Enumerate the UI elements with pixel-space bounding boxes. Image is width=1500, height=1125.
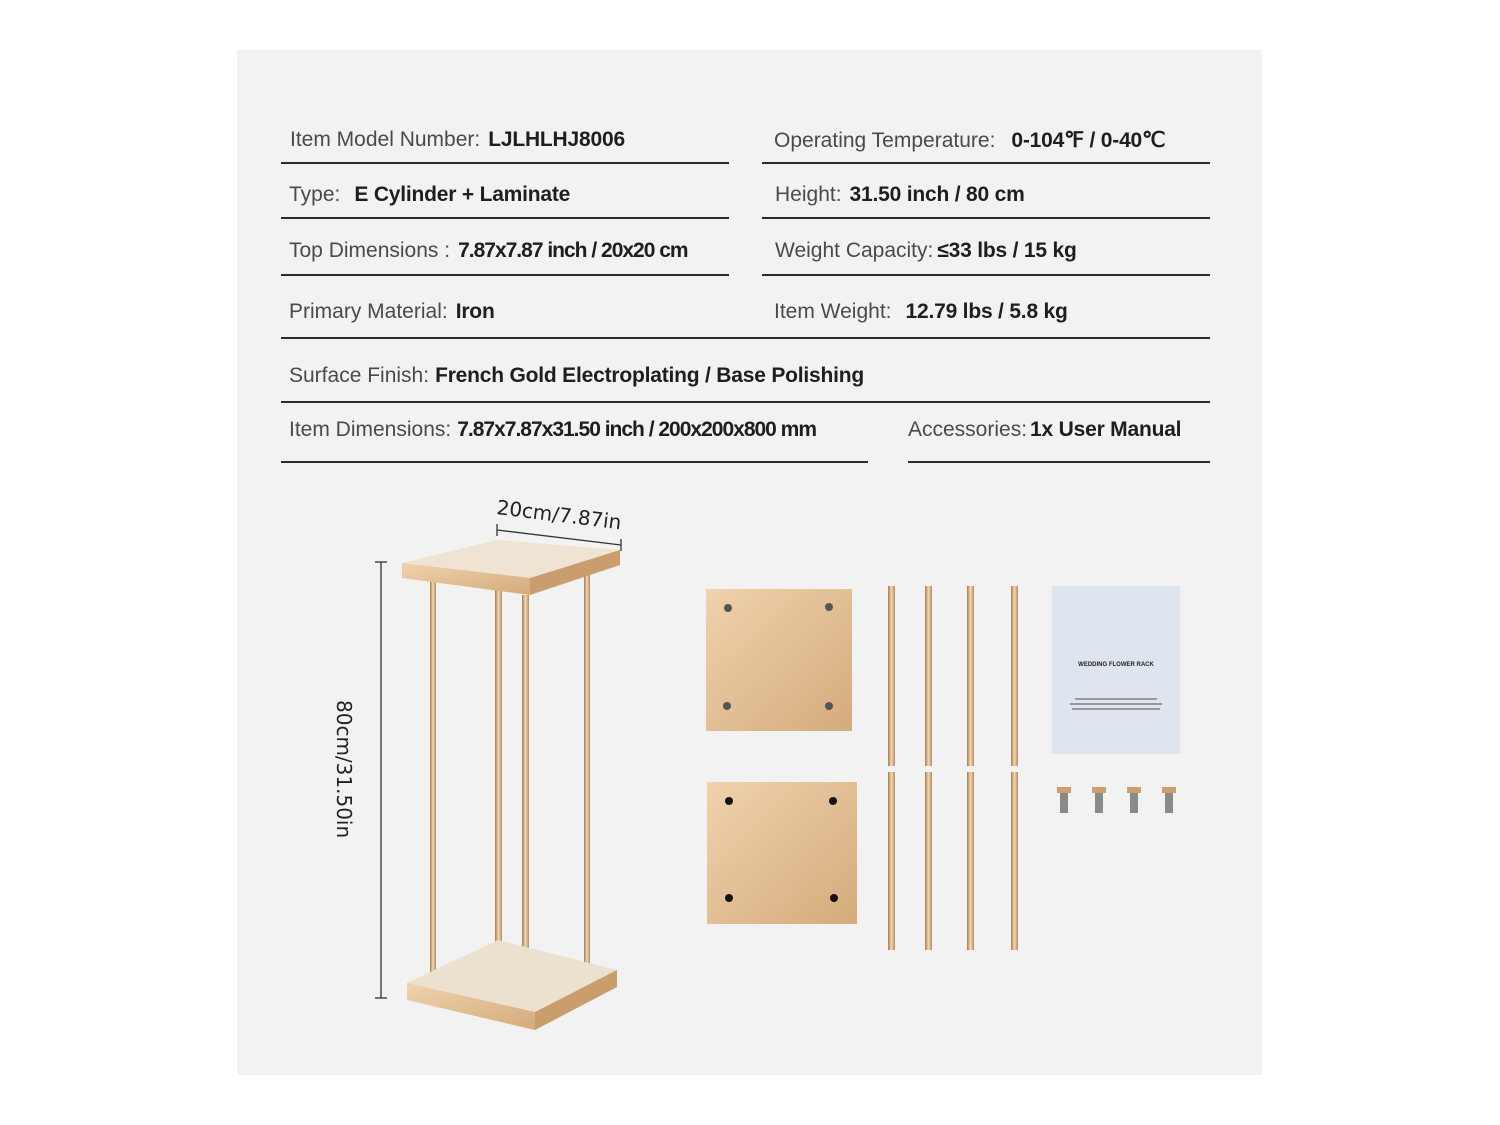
spec-value: 31.50 inch / 80 cm	[849, 183, 1025, 206]
spec-label: Operating Temperature:	[774, 129, 996, 152]
width-label: 20cm/7.87in	[495, 495, 623, 535]
height-dimension	[375, 562, 387, 998]
spec-value: ≤33 lbs / 15 kg	[937, 239, 1077, 262]
spec-value: 12.79 lbs / 5.8 kg	[905, 300, 1068, 323]
base-plate-part	[707, 782, 857, 924]
spec-value: E Cylinder + Laminate	[354, 183, 571, 206]
spec-value: Iron	[455, 300, 495, 323]
assembled-stand	[402, 540, 620, 1030]
user-manual	[1052, 586, 1180, 754]
spec-value: LJLHLHJ8006	[488, 128, 625, 151]
rod-parts	[888, 586, 1018, 950]
spec-label: Accessories:	[908, 418, 1028, 441]
height-label: 80cm/31.50in	[332, 700, 356, 839]
spec-value: 7.87x7.87x31.50 inch / 200x200x800 mm	[457, 418, 817, 441]
spec-label: Item Dimensions:	[289, 418, 452, 441]
spec-label: Top Dimensions :	[289, 239, 451, 262]
spec-label: Primary Material:	[289, 300, 448, 323]
spec-label: Item Model Number:	[290, 128, 481, 151]
spec-label: Weight Capacity:	[775, 239, 934, 262]
spec-value: 1x User Manual	[1030, 418, 1182, 441]
manual-title: WEDDING FLOWER RACK	[1078, 662, 1154, 668]
spec-value: French Gold Electroplating / Base Polishing	[435, 364, 865, 387]
spec-label: Height:	[775, 183, 842, 206]
top-plate-part	[706, 589, 852, 731]
spec-label: Type:	[289, 183, 341, 206]
spec-value: 7.87x7.87 inch / 20x20 cm	[458, 239, 688, 262]
screw-parts	[1057, 787, 1176, 813]
spec-value: 0-104℉ / 0-40℃	[1011, 129, 1166, 152]
spec-label: Surface Finish:	[289, 364, 430, 387]
spec-label: Item Weight:	[774, 300, 892, 323]
